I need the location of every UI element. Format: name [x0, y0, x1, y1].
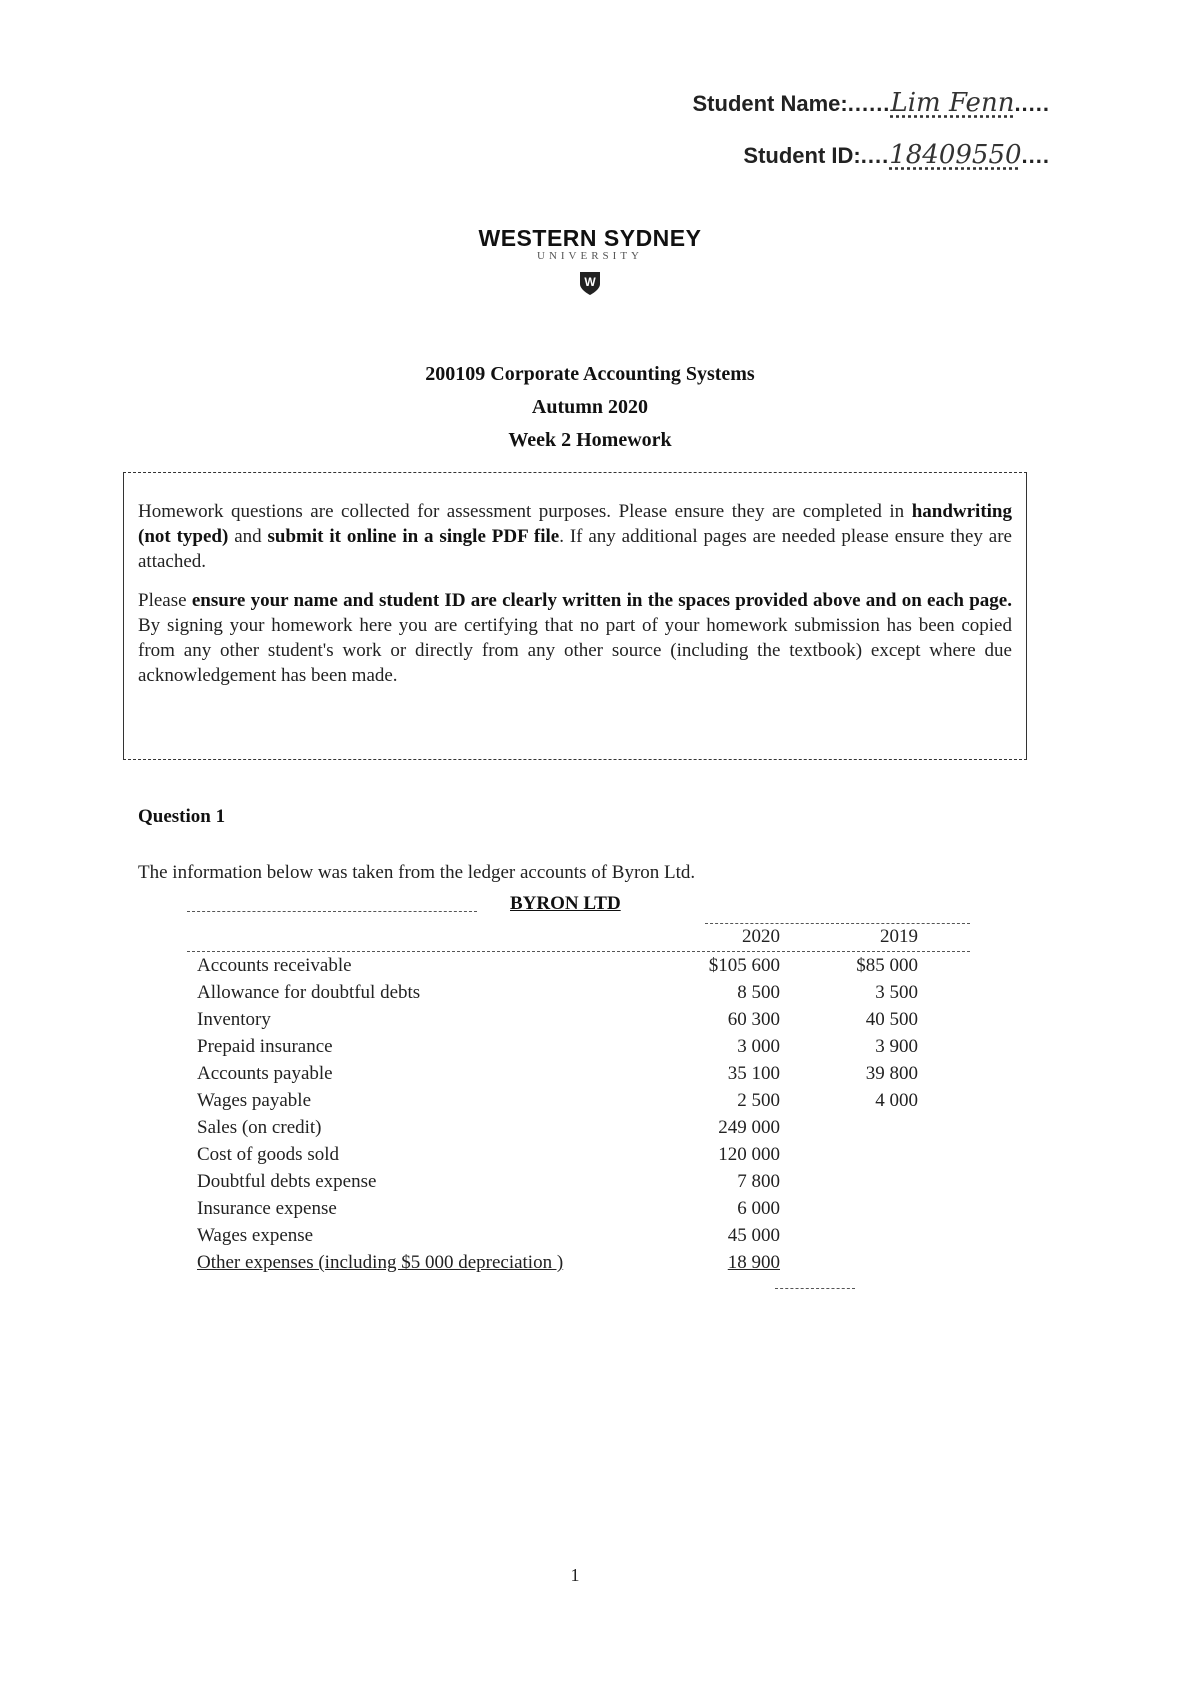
- shield-icon: [578, 270, 602, 301]
- university-logo: [0, 225, 1180, 301]
- table-row: [185, 1198, 970, 1225]
- page-number: 1: [570, 1565, 580, 1585]
- table-row: [185, 1252, 970, 1279]
- table-row: [185, 1117, 970, 1144]
- student-name-value: Lim Fenn: [890, 88, 1015, 118]
- row-label: Doubtful debts expense: [197, 1171, 377, 1192]
- table-row: [185, 955, 970, 982]
- row-value-2020: 3 000: [737, 1036, 780, 1057]
- ledger-title: BYRON LTD: [510, 893, 621, 914]
- row-value-2020: 120 000: [718, 1144, 780, 1165]
- row-value-2020: $105 600: [708, 955, 780, 976]
- table-row: [185, 1225, 970, 1252]
- student-id-value: 18409550: [889, 140, 1022, 170]
- table-bottom-rule: [775, 1288, 855, 1289]
- student-id-trailing-dots: ....: [1021, 143, 1050, 168]
- column-header-2020: 2020: [742, 926, 780, 947]
- logo-subtitle: UNIVERSITY: [537, 250, 643, 262]
- student-id-label: Student ID:: [743, 143, 861, 168]
- table-row: [185, 1171, 970, 1198]
- row-label: Wages payable: [197, 1090, 311, 1111]
- row-value-2020: 60 300: [727, 1009, 780, 1030]
- row-value-2019: 4 000: [875, 1090, 918, 1111]
- row-label: Accounts payable: [197, 1063, 333, 1084]
- row-value-2019: 39 800: [865, 1063, 918, 1084]
- course-title: 200109 Corporate Accounting Systems: [425, 363, 755, 385]
- instructions-paragraph-1: Homework questions are collected for assessment purposes. Please ensure they are completed in handwriting (not typed) and submit it online in a single PDF file. If any additional pages are needed please ensure they are attached.: [138, 501, 1012, 572]
- table-top-rule-left: [187, 911, 477, 912]
- row-label: Cost of goods sold: [197, 1144, 339, 1165]
- table-row: [185, 1063, 970, 1090]
- table-row: [185, 1009, 970, 1036]
- course-term: Autumn 2020: [531, 396, 649, 418]
- student-name-trailing-dots: .....: [1014, 91, 1050, 116]
- assignment-title: Week 2 Homework: [508, 429, 672, 451]
- question-intro: The information below was taken from the ledger accounts of Byron Ltd.: [138, 862, 696, 883]
- row-value-2020: 2 500: [737, 1090, 780, 1111]
- row-value-2020: 6 000: [737, 1198, 780, 1219]
- row-label: Accounts receivable: [197, 955, 352, 976]
- shield-letter: W: [584, 275, 596, 289]
- row-value-2019: 40 500: [865, 1009, 918, 1030]
- row-label: Allowance for doubtful debts: [197, 982, 421, 1003]
- row-value-2020: 18 900: [727, 1252, 780, 1273]
- row-label: Other expenses (including $5 000 depreciation ): [197, 1252, 564, 1273]
- table-top-rule-right: [705, 923, 970, 924]
- row-label: Insurance expense: [197, 1198, 337, 1219]
- instructions-paragraph-2: Please ensure your name and student ID are clearly written in the spaces provided above and on each page. By signing your homework here you are certifying that no part of your homework submission has been copied from any other student's work or directly from any other source (including the textbook) except where due acknowledgement has been made.: [138, 590, 1012, 686]
- logo-wordmark: WESTERN SYDNEY: [478, 225, 702, 251]
- row-value-2020: 45 000: [727, 1225, 780, 1246]
- row-value-2019: $85 000: [856, 955, 918, 976]
- row-value-2020: 7 800: [737, 1171, 780, 1192]
- row-value-2020: 249 000: [718, 1117, 780, 1138]
- row-value-2020: 8 500: [737, 982, 780, 1003]
- table-header-rule: [187, 951, 970, 952]
- question-title: Question 1: [138, 806, 226, 827]
- row-value-2019: 3 900: [875, 1036, 918, 1057]
- student-id-dots: ....: [860, 143, 890, 168]
- student-id-line: [743, 140, 1050, 170]
- table-row: [185, 1090, 970, 1117]
- row-value-2020: 35 100: [727, 1063, 780, 1084]
- student-name-label: Student Name:: [692, 91, 848, 116]
- student-name-line: [693, 88, 1051, 118]
- column-header-2019: 2019: [880, 926, 918, 947]
- instructions-box: [123, 472, 1027, 760]
- student-name-dots: ......: [847, 91, 891, 116]
- row-label: Wages expense: [197, 1225, 314, 1246]
- row-label: Sales (on credit): [197, 1117, 322, 1138]
- table-row: [185, 1144, 970, 1171]
- table-row: [185, 982, 970, 1009]
- row-value-2019: 3 500: [875, 982, 918, 1003]
- row-label: Prepaid insurance: [197, 1036, 333, 1057]
- table-row: [185, 1036, 970, 1063]
- course-heading: [0, 358, 1180, 457]
- row-label: Inventory: [197, 1009, 271, 1030]
